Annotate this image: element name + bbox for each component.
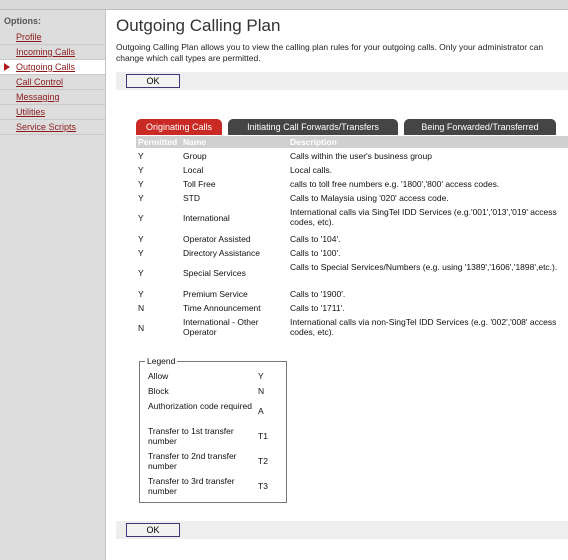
sidebar-link-incoming-calls[interactable]: Incoming Calls xyxy=(16,47,76,57)
sidebar-item-utilities[interactable] xyxy=(0,105,105,120)
table-row xyxy=(136,190,568,204)
cell-description: International calls via SingTel IDD Services (e.g.'001','013','019' access codes, etc). xyxy=(290,207,557,227)
cell-permitted: Y xyxy=(138,193,144,203)
top-bar xyxy=(0,0,568,10)
sidebar-link-service-scripts[interactable]: Service Scripts xyxy=(16,122,77,132)
table-row xyxy=(136,300,568,314)
cell-name: Special Services xyxy=(183,268,246,278)
legend-label: Transfer to 3rd transfer number xyxy=(148,476,235,496)
page-intro: Outgoing Calling Plan allows you to view the calling plan rules for your outgoing calls. Only your administrator can change which call types are permitted. xyxy=(116,42,544,63)
header-permitted: Permitted xyxy=(138,137,178,147)
cell-description: Calls to '100'. xyxy=(290,248,341,258)
main-content xyxy=(116,16,562,535)
legend-code: Y xyxy=(258,371,264,381)
cell-permitted: Y xyxy=(138,165,144,175)
sidebar-link-messaging[interactable]: Messaging xyxy=(16,92,60,102)
cell-name: STD xyxy=(183,193,200,203)
sidebar-item-call-control[interactable] xyxy=(0,75,105,90)
table-row xyxy=(136,162,568,176)
sidebar-link-profile[interactable]: Profile xyxy=(16,32,42,42)
cell-name: Group xyxy=(183,151,207,161)
cell-description: International calls via non-SingTel IDD Services (e.g. '002','008' access codes, etc). xyxy=(290,317,557,337)
sidebar-link-outgoing-calls[interactable]: Outgoing Calls xyxy=(16,62,76,72)
table-row xyxy=(136,176,568,190)
sidebar-item-service-scripts[interactable] xyxy=(0,120,105,135)
sidebar xyxy=(0,10,106,560)
cell-name: Local xyxy=(183,165,204,175)
cell-description: Calls to '1900'. xyxy=(290,289,346,299)
legend-label: Transfer to 1st transfer number xyxy=(148,426,234,446)
cell-permitted: Y xyxy=(138,151,144,161)
cell-permitted: Y xyxy=(138,234,144,244)
sidebar-item-outgoing-calls[interactable] xyxy=(0,60,105,75)
cell-description: Calls within the user's business group xyxy=(290,151,432,161)
table-row xyxy=(136,231,568,245)
calling-plan-table xyxy=(136,136,568,341)
bottom-ok-bar xyxy=(116,521,568,539)
current-arrow-icon xyxy=(4,63,10,71)
cell-permitted: N xyxy=(138,303,145,313)
legend-label: Block xyxy=(148,386,169,396)
table-row xyxy=(136,259,568,286)
table-header xyxy=(136,136,568,148)
sidebar-title: Options: xyxy=(4,16,41,26)
cell-permitted: N xyxy=(138,323,145,333)
legend-label: Transfer to 2nd transfer number xyxy=(148,451,237,471)
cell-name: International xyxy=(183,213,230,223)
ok-button-top[interactable]: OK xyxy=(126,74,180,88)
cell-description: Calls to '1711'. xyxy=(290,303,345,313)
cell-name: Premium Service xyxy=(183,289,248,299)
legend-title: Legend xyxy=(147,356,176,366)
table-row xyxy=(136,286,568,300)
cell-permitted: Y xyxy=(138,179,144,189)
table-row xyxy=(136,314,568,341)
tab-being-forwarded[interactable]: Being Forwarded/Transferred xyxy=(404,119,556,135)
cell-name: Time Announcement xyxy=(183,303,261,313)
table-row xyxy=(136,204,568,231)
cell-name: Operator Assisted xyxy=(183,234,251,244)
tab-initiating-call-forwards[interactable]: Initiating Call Forwards/Transfers xyxy=(228,119,398,135)
cell-permitted: Y xyxy=(138,213,144,223)
sidebar-link-utilities[interactable]: Utilities xyxy=(16,107,46,117)
cell-name: Toll Free xyxy=(183,179,216,189)
cell-description: Local calls. xyxy=(290,165,333,175)
sidebar-item-messaging[interactable] xyxy=(0,90,105,105)
legend-label: Allow xyxy=(148,371,169,381)
cell-permitted: Y xyxy=(138,268,144,278)
cell-permitted: Y xyxy=(138,289,144,299)
sidebar-item-profile[interactable] xyxy=(0,30,105,45)
table-row xyxy=(136,148,568,162)
sidebar-link-call-control[interactable]: Call Control xyxy=(16,77,64,87)
cell-permitted: Y xyxy=(138,248,144,258)
cell-description: calls to toll free numbers e.g. '1800','800' access codes. xyxy=(290,179,500,189)
legend-code: A xyxy=(258,406,264,416)
legend-code: T1 xyxy=(258,431,268,441)
sidebar-item-incoming-calls[interactable] xyxy=(0,45,105,60)
ok-button-bottom[interactable]: OK xyxy=(126,523,180,537)
header-description: Description xyxy=(290,137,337,147)
legend-code: N xyxy=(258,386,265,396)
cell-name: International - Other Operator xyxy=(183,317,259,337)
cell-name: Directory Assistance xyxy=(183,248,260,258)
page-title: Outgoing Calling Plan xyxy=(116,16,281,35)
top-ok-bar xyxy=(116,72,568,90)
legend-label: Authorization code required xyxy=(148,401,252,411)
cell-description: Calls to '104'. xyxy=(290,234,341,244)
table-row xyxy=(136,245,568,259)
cell-description: Calls to Special Services/Numbers (e.g. using '1389','1606','1898',etc.). xyxy=(290,262,558,272)
legend-box xyxy=(139,356,287,503)
cell-description: Calls to Malaysia using '020' access code. xyxy=(290,193,449,203)
header-name: Name xyxy=(183,137,207,147)
legend-code: T2 xyxy=(258,456,268,466)
legend-code: T3 xyxy=(258,481,268,491)
tab-originating-calls[interactable]: Originating Calls xyxy=(136,119,222,135)
